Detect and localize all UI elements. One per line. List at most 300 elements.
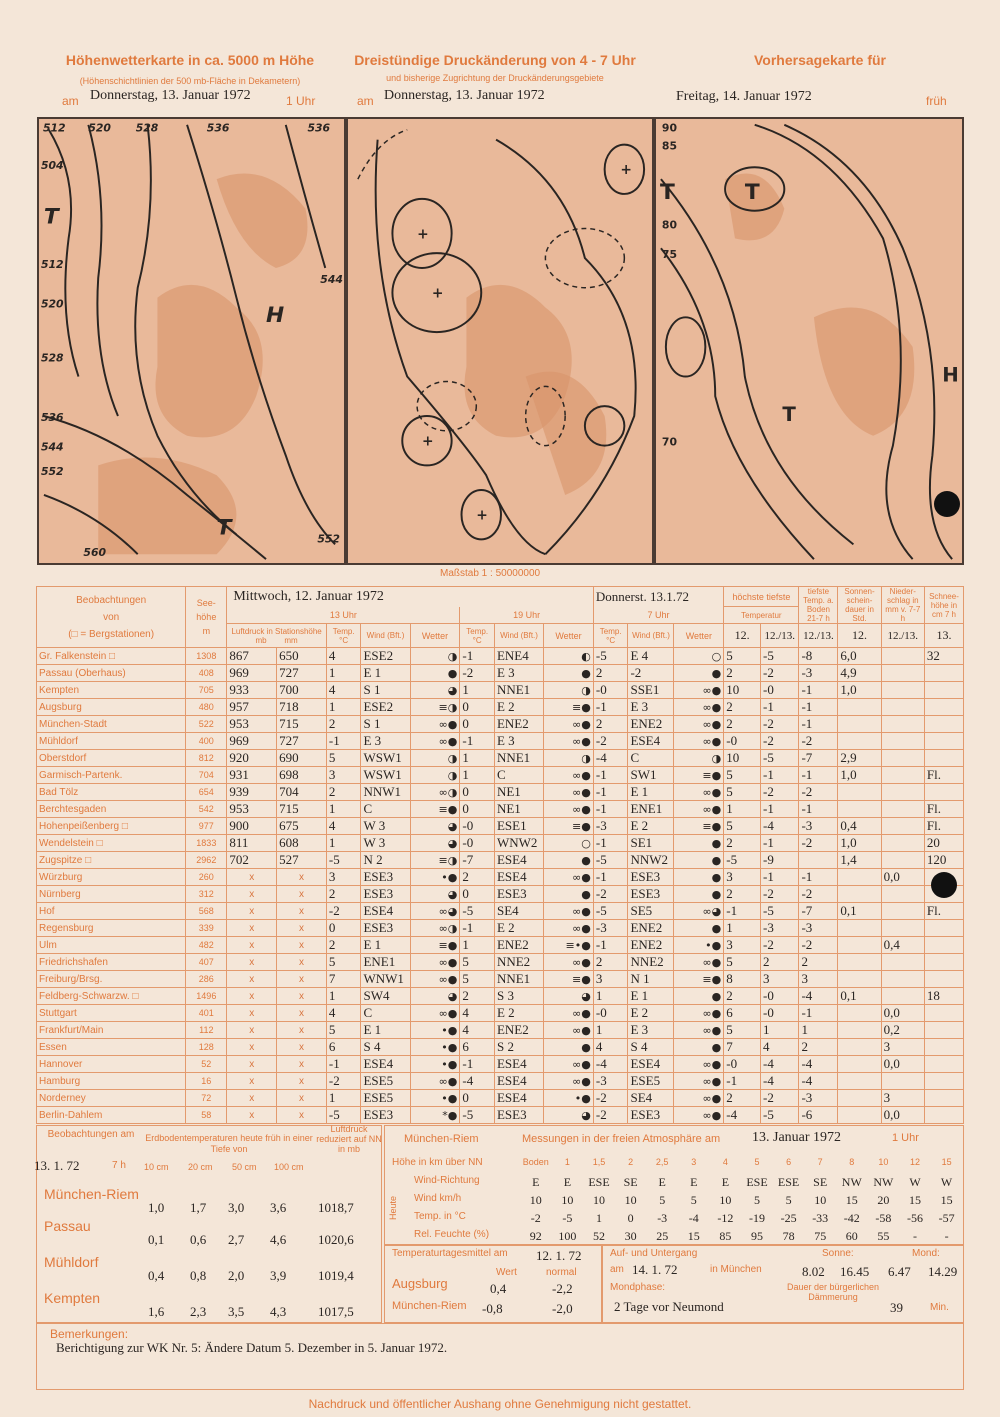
aero-wind-speed: 15 xyxy=(908,1193,921,1207)
soil-station: Kempten xyxy=(44,1290,101,1306)
weather-symbol: ● xyxy=(674,852,724,869)
depth-header: 50 cm xyxy=(232,1162,257,1172)
weather-symbol: ∞● xyxy=(674,1073,724,1090)
data-cell xyxy=(881,971,924,988)
data-cell: 0 xyxy=(460,801,495,818)
table-row xyxy=(37,767,964,784)
map1-label: 544 xyxy=(40,440,64,454)
data-cell: SE4 xyxy=(494,903,543,920)
data-cell: E 2 xyxy=(494,1005,543,1022)
weather-symbol: ∞● xyxy=(544,1022,594,1039)
depth-header: 100 cm xyxy=(274,1162,304,1172)
soil-station: München-Riem xyxy=(44,1186,139,1202)
data-cell: 727 xyxy=(277,665,327,682)
aero-hum: 60 xyxy=(845,1229,858,1243)
data-cell: 0,2 xyxy=(881,1022,924,1039)
data-cell: Fl. xyxy=(924,767,963,784)
data-cell: NNE2 xyxy=(628,954,674,971)
h-wind-7: Wind (Bft.) xyxy=(628,624,674,648)
data-cell: -1 xyxy=(761,835,799,852)
data-cell xyxy=(881,784,924,801)
table-row xyxy=(37,682,964,699)
weather-symbol: ◑ xyxy=(544,682,594,699)
data-cell xyxy=(838,869,881,886)
station-altitude: 312 xyxy=(186,886,227,903)
weather-symbol: ◕ xyxy=(544,1107,594,1124)
data-cell: 1 xyxy=(460,750,495,767)
data-cell: -2 xyxy=(761,886,799,903)
pressure-cell: x xyxy=(277,937,327,954)
aero-hum: - xyxy=(944,1229,949,1243)
station-altitude: 339 xyxy=(186,920,227,937)
aero-heights: 1 xyxy=(564,1157,570,1167)
data-cell: ESE3 xyxy=(361,869,410,886)
data-cell: -0 xyxy=(724,1056,761,1073)
soil-temp: 2,7 xyxy=(228,1232,245,1247)
map-pressure-change xyxy=(346,117,654,565)
data-cell: 1 xyxy=(326,835,361,852)
pressure-cell: x xyxy=(227,1005,277,1022)
data-cell: 4 xyxy=(326,818,361,835)
data-cell xyxy=(881,682,924,699)
sun-am: am xyxy=(610,1264,624,1275)
station-altitude: 407 xyxy=(186,954,227,971)
tm-normal-0: -2,2 xyxy=(552,1281,573,1296)
weather-symbol: ● xyxy=(674,835,724,852)
wind-speed-label: Wind km/h xyxy=(414,1193,462,1204)
data-cell: -1 xyxy=(460,1056,495,1073)
data-cell: 2 xyxy=(799,954,838,971)
data-cell: W 3 xyxy=(361,818,410,835)
obs-time: 7 h xyxy=(112,1160,126,1171)
data-cell: ENE1 xyxy=(628,801,674,818)
data-cell: -6 xyxy=(799,1107,838,1124)
weather-symbol: ◕ xyxy=(410,988,460,1005)
data-cell: NE1 xyxy=(494,784,543,801)
aero-wind-speed: 15 xyxy=(940,1193,953,1207)
data-cell xyxy=(881,954,924,971)
station-altitude: 654 xyxy=(186,784,227,801)
table-row xyxy=(37,937,964,954)
weather-symbol: ≡● xyxy=(410,937,460,954)
data-cell: 5 xyxy=(326,1022,361,1039)
station-name: Wendelstein □ xyxy=(37,835,186,852)
map-500mb-svg xyxy=(39,119,344,563)
reduced-pressure: 1019,4 xyxy=(318,1268,354,1283)
data-cell: ENE2 xyxy=(628,937,674,954)
data-cell: -2 xyxy=(628,665,674,682)
data-cell: -1 xyxy=(593,937,628,954)
data-cell: 2 xyxy=(761,954,799,971)
data-cell: 0 xyxy=(460,886,495,903)
data-cell: -1 xyxy=(761,767,799,784)
depth-header: 20 cm xyxy=(188,1162,213,1172)
weather-symbol: ∞● xyxy=(674,1107,724,1124)
data-cell: -4 xyxy=(724,1107,761,1124)
weather-symbol: ∞● xyxy=(544,1056,594,1073)
earth-title: Erdbodentemperaturen heute früh in einer Tiefe von xyxy=(145,1133,313,1154)
data-cell: E 1 xyxy=(361,1022,410,1039)
pressure-cell: x xyxy=(227,1090,277,1107)
pressure-cell: x xyxy=(277,886,327,903)
soil-temp: 1,0 xyxy=(148,1200,165,1215)
pressure-cell: x xyxy=(277,954,327,971)
station-name: Würzburg xyxy=(37,869,186,886)
station-altitude: 568 xyxy=(186,903,227,920)
aero-temp: 0 xyxy=(627,1211,634,1225)
data-cell: -2 xyxy=(593,1090,628,1107)
station-altitude: 286 xyxy=(186,971,227,988)
sun-in: in München xyxy=(710,1264,762,1275)
pressure-cell: x xyxy=(227,1073,277,1090)
aero-wind-dir: ESE xyxy=(746,1175,768,1189)
station-name: Kempten xyxy=(37,682,186,699)
aero-heights: 15 xyxy=(941,1157,952,1167)
data-cell: NNE1 xyxy=(494,971,543,988)
data-cell: N 1 xyxy=(628,971,674,988)
h-wind-19: Wind (Bft.) xyxy=(494,624,543,648)
heights-label: Höhe in km über NN xyxy=(392,1157,483,1168)
data-cell: -5 xyxy=(761,648,799,665)
weather-symbol: ≡● xyxy=(674,767,724,784)
data-cell: 1 xyxy=(460,937,495,954)
station-altitude: 72 xyxy=(186,1090,227,1107)
data-cell: 715 xyxy=(277,801,327,818)
data-cell: -2 xyxy=(799,886,838,903)
table-row xyxy=(37,1090,964,1107)
weather-symbol: ◑ xyxy=(410,767,460,784)
data-cell xyxy=(881,801,924,818)
station-name: Berlin-Dahlem xyxy=(37,1107,186,1124)
data-cell xyxy=(838,920,881,937)
tm-normal: normal xyxy=(546,1267,577,1278)
data-cell: 811 xyxy=(227,835,277,852)
data-cell xyxy=(838,1107,881,1124)
aero-temp: -5 xyxy=(562,1211,573,1225)
data-cell: -0 xyxy=(761,988,799,1005)
data-cell: 1 xyxy=(593,1022,628,1039)
data-cell: -0 xyxy=(724,733,761,750)
station-name: Frankfurt/Main xyxy=(37,1022,186,1039)
data-cell: 1 xyxy=(326,699,361,716)
pressure-cell: x xyxy=(277,1056,327,1073)
map1-label: 536 xyxy=(307,121,331,135)
data-cell: 10 xyxy=(724,750,761,767)
station-altitude: 480 xyxy=(186,699,227,716)
observation-table xyxy=(36,586,964,1124)
tm-wert-0: 0,4 xyxy=(490,1281,507,1296)
h-temp-19: Temp. °C xyxy=(460,624,495,648)
aero-wind-speed: 10 xyxy=(592,1193,605,1207)
data-cell: -5 xyxy=(724,852,761,869)
weather-symbol: ◕ xyxy=(544,988,594,1005)
station-name: Feldberg-Schwarzw. □ xyxy=(37,988,186,1005)
data-cell xyxy=(924,1073,963,1090)
data-cell: 3 xyxy=(724,937,761,954)
data-cell: 3 xyxy=(761,971,799,988)
data-cell: 953 xyxy=(227,801,277,818)
data-cell: ESE3 xyxy=(628,886,674,903)
data-cell: -1 xyxy=(761,869,799,886)
data-cell: -2 xyxy=(761,937,799,954)
moonphase-label: Mondphase: xyxy=(610,1282,666,1293)
weather-symbol: •● xyxy=(410,869,460,886)
station-altitude: 408 xyxy=(186,665,227,682)
h-thu-date: Donnerst. 13.1.72 xyxy=(593,587,723,607)
sun-rise: 8.02 xyxy=(802,1264,825,1279)
weather-symbol: •● xyxy=(410,1056,460,1073)
data-cell: E 1 xyxy=(628,784,674,801)
h-schnee: Schnee-höhe in cm 7 h xyxy=(924,587,963,624)
data-cell: -1 xyxy=(593,767,628,784)
data-cell xyxy=(838,733,881,750)
table-row xyxy=(37,903,964,920)
data-cell: -4 xyxy=(799,1073,838,1090)
data-cell: -1 xyxy=(460,733,495,750)
weather-symbol: ● xyxy=(544,665,594,682)
data-cell: 2,9 xyxy=(838,750,881,767)
weather-symbol: ● xyxy=(544,852,594,869)
data-cell: ESE2 xyxy=(361,648,410,665)
data-cell: ESE3 xyxy=(494,886,543,903)
aero-wind-dir: SE xyxy=(813,1175,828,1189)
map1-label: T xyxy=(216,515,232,541)
data-cell: -0 xyxy=(761,682,799,699)
map3-title: Vorhersagekarte für xyxy=(753,52,886,68)
h-temperatur: Temperatur xyxy=(724,607,799,624)
data-cell: 0,1 xyxy=(838,903,881,920)
station-altitude: 705 xyxy=(186,682,227,699)
weather-symbol: ∞● xyxy=(544,716,594,733)
data-cell: 5 xyxy=(460,954,495,971)
weather-symbol: ● xyxy=(674,886,724,903)
data-cell: -0 xyxy=(593,1005,628,1022)
aero-wind-dir: NW xyxy=(873,1175,894,1189)
data-cell: -2 xyxy=(799,733,838,750)
data-cell: 704 xyxy=(277,784,327,801)
data-cell: ESE5 xyxy=(361,1090,410,1107)
weather-symbol: ∞● xyxy=(410,1005,460,1022)
data-cell: 6 xyxy=(460,1039,495,1056)
aero-hum: 95 xyxy=(750,1229,763,1243)
data-cell: 867 xyxy=(227,648,277,665)
weather-symbol: ∞● xyxy=(544,903,594,920)
tm-station-0: Augsburg xyxy=(392,1276,448,1291)
pressure-cell: x xyxy=(227,886,277,903)
data-cell: NNW1 xyxy=(361,784,410,801)
aero-temp: -33 xyxy=(812,1211,829,1225)
weather-symbol: ● xyxy=(674,988,724,1005)
weather-symbol: ∞● xyxy=(544,733,594,750)
soil-temp: 4,6 xyxy=(270,1232,287,1247)
data-cell: 2 xyxy=(593,716,628,733)
data-cell xyxy=(881,648,924,665)
moon-label: Mond: xyxy=(912,1248,940,1259)
moon-set: 14.29 xyxy=(928,1264,958,1279)
temp-label: Temp. in °C xyxy=(414,1211,466,1222)
h-wetter-19: Wetter xyxy=(544,624,594,648)
weather-symbol: ● xyxy=(544,886,594,903)
data-cell: E 1 xyxy=(361,937,410,954)
moonphase: 2 Tage vor Neumond xyxy=(614,1299,724,1314)
aero-wind-dir: E xyxy=(658,1175,666,1189)
data-cell: 5 xyxy=(326,750,361,767)
data-cell: 0 xyxy=(460,1090,495,1107)
data-cell: -4 xyxy=(460,1073,495,1090)
station-altitude: 482 xyxy=(186,937,227,954)
weather-symbol: •● xyxy=(674,937,724,954)
data-cell: C xyxy=(628,750,674,767)
pressure-cell: x xyxy=(277,971,327,988)
data-cell: -1 xyxy=(460,920,495,937)
data-cell: W 3 xyxy=(361,835,410,852)
map1-label: 536 xyxy=(206,121,230,135)
data-cell: E 2 xyxy=(628,818,674,835)
table-row xyxy=(37,852,964,869)
pressure-cell: x xyxy=(277,1022,327,1039)
weather-symbol: ∞● xyxy=(410,1073,460,1090)
data-cell: ENE1 xyxy=(361,954,410,971)
data-cell xyxy=(838,937,881,954)
aero-title: Messungen in der freien Atmosphäre am xyxy=(522,1133,721,1145)
aero-wind-dir: ESE xyxy=(777,1175,800,1189)
weather-symbol: ∞● xyxy=(544,869,594,886)
data-cell: WNW2 xyxy=(494,835,543,852)
aero-wind-speed: 5 xyxy=(659,1193,666,1207)
weather-symbol: ● xyxy=(410,665,460,682)
h-wind-13: Wind (Bft.) xyxy=(361,624,410,648)
data-cell xyxy=(881,750,924,767)
soil-temp: 4,3 xyxy=(270,1304,287,1319)
data-cell: S 2 xyxy=(494,1039,543,1056)
aero-wind-speed: 10 xyxy=(814,1193,827,1207)
sun-set: 16.45 xyxy=(840,1264,870,1279)
data-cell: NNE2 xyxy=(494,954,543,971)
weather-symbol: •● xyxy=(410,1090,460,1107)
station-name: Hamburg xyxy=(37,1073,186,1090)
data-cell xyxy=(799,852,838,869)
aero-wind-speed: 20 xyxy=(877,1193,890,1207)
data-cell: -0 xyxy=(593,682,628,699)
weather-symbol: ● xyxy=(674,920,724,937)
punch-hole xyxy=(934,491,960,517)
data-cell: SE4 xyxy=(628,1090,674,1107)
aero-hum: 85 xyxy=(719,1229,732,1243)
data-cell: E 3 xyxy=(628,1022,674,1039)
data-cell: ESE4 xyxy=(494,1090,543,1107)
data-cell xyxy=(924,784,963,801)
station-altitude: 400 xyxy=(186,733,227,750)
data-cell: -1 xyxy=(326,1056,361,1073)
aero-heights: 3 xyxy=(691,1157,697,1167)
pressure-cell: x xyxy=(227,869,277,886)
data-cell: SSE1 xyxy=(628,682,674,699)
pressure-cell: x xyxy=(227,971,277,988)
data-cell: 953 xyxy=(227,716,277,733)
data-cell xyxy=(881,767,924,784)
data-cell: E 3 xyxy=(494,665,543,682)
station-altitude: 112 xyxy=(186,1022,227,1039)
data-cell: 939 xyxy=(227,784,277,801)
depth-header: 10 cm xyxy=(144,1162,169,1172)
data-cell: -5 xyxy=(460,1107,495,1124)
weather-symbol: ∞◕ xyxy=(674,903,724,920)
weather-symbol: ◑ xyxy=(674,750,724,767)
data-cell: -0 xyxy=(460,835,495,852)
weather-symbol: ○ xyxy=(674,648,724,665)
pressure-cell: x xyxy=(277,920,327,937)
data-cell: 0,0 xyxy=(881,869,924,886)
data-cell: NNW2 xyxy=(628,852,674,869)
data-cell: E 3 xyxy=(361,733,410,750)
data-cell: 6 xyxy=(724,1005,761,1022)
table-row xyxy=(37,801,964,818)
aero-wind-speed: 5 xyxy=(785,1193,792,1207)
weather-symbol: ∞● xyxy=(674,801,724,818)
data-cell: -1 xyxy=(724,1073,761,1090)
pressure-cell: x xyxy=(227,1039,277,1056)
station-name: Bad Tölz xyxy=(37,784,186,801)
data-cell: 5 xyxy=(724,784,761,801)
data-cell: E 2 xyxy=(628,1005,674,1022)
data-cell xyxy=(838,1056,881,1073)
h-tiefste: tiefste Temp. a. Boden 21-7 h xyxy=(799,587,838,624)
tm-wert-1: -0,8 xyxy=(482,1301,503,1316)
soil-temp: 1,7 xyxy=(190,1200,207,1215)
data-cell: -5 xyxy=(460,903,495,920)
data-cell: ESE5 xyxy=(628,1073,674,1090)
weather-symbol: ∞● xyxy=(674,1005,724,1022)
table-row xyxy=(37,1022,964,1039)
map1-date: Donnerstag, 13. Januar 1972 xyxy=(90,88,251,103)
data-cell: -3 xyxy=(799,665,838,682)
map1-label: 528 xyxy=(135,121,159,135)
aero-wind-dir: NW xyxy=(841,1175,862,1189)
data-cell: 0,1 xyxy=(838,988,881,1005)
weather-symbol: ∞● xyxy=(410,716,460,733)
data-cell: -4 xyxy=(593,750,628,767)
twilight-label: Dauer der bürgerlichen Dämmerung xyxy=(786,1282,880,1302)
data-cell: -1 xyxy=(761,801,799,818)
weather-symbol: ◕ xyxy=(410,886,460,903)
weather-symbol: ◕ xyxy=(410,682,460,699)
data-cell: 0 xyxy=(460,699,495,716)
data-cell: -1 xyxy=(799,801,838,818)
map-forecast xyxy=(654,117,964,565)
data-cell: 715 xyxy=(277,716,327,733)
sun-title: Auf- und Untergang xyxy=(610,1248,698,1259)
data-cell: 3 xyxy=(593,971,628,988)
aero-hum: 52 xyxy=(592,1229,605,1243)
data-cell xyxy=(881,1073,924,1090)
map1-label: 552 xyxy=(317,532,340,546)
data-cell: ENE2 xyxy=(628,716,674,733)
table-row xyxy=(37,818,964,835)
station-altitude: 2962 xyxy=(186,852,227,869)
table-row xyxy=(37,1056,964,1073)
data-cell: -2 xyxy=(761,716,799,733)
data-cell: 608 xyxy=(277,835,327,852)
data-cell xyxy=(838,1073,881,1090)
map1-time: 1 Uhr xyxy=(286,94,316,108)
tm-date: 12. 1. 72 xyxy=(536,1248,582,1263)
aero-temp: -12 xyxy=(717,1211,734,1225)
aero-wind-dir: E xyxy=(563,1175,572,1189)
aero-heights: 4 xyxy=(722,1157,728,1167)
table-row xyxy=(37,784,964,801)
data-cell: 1 xyxy=(326,665,361,682)
station-name: Berchtesgaden xyxy=(37,801,186,818)
